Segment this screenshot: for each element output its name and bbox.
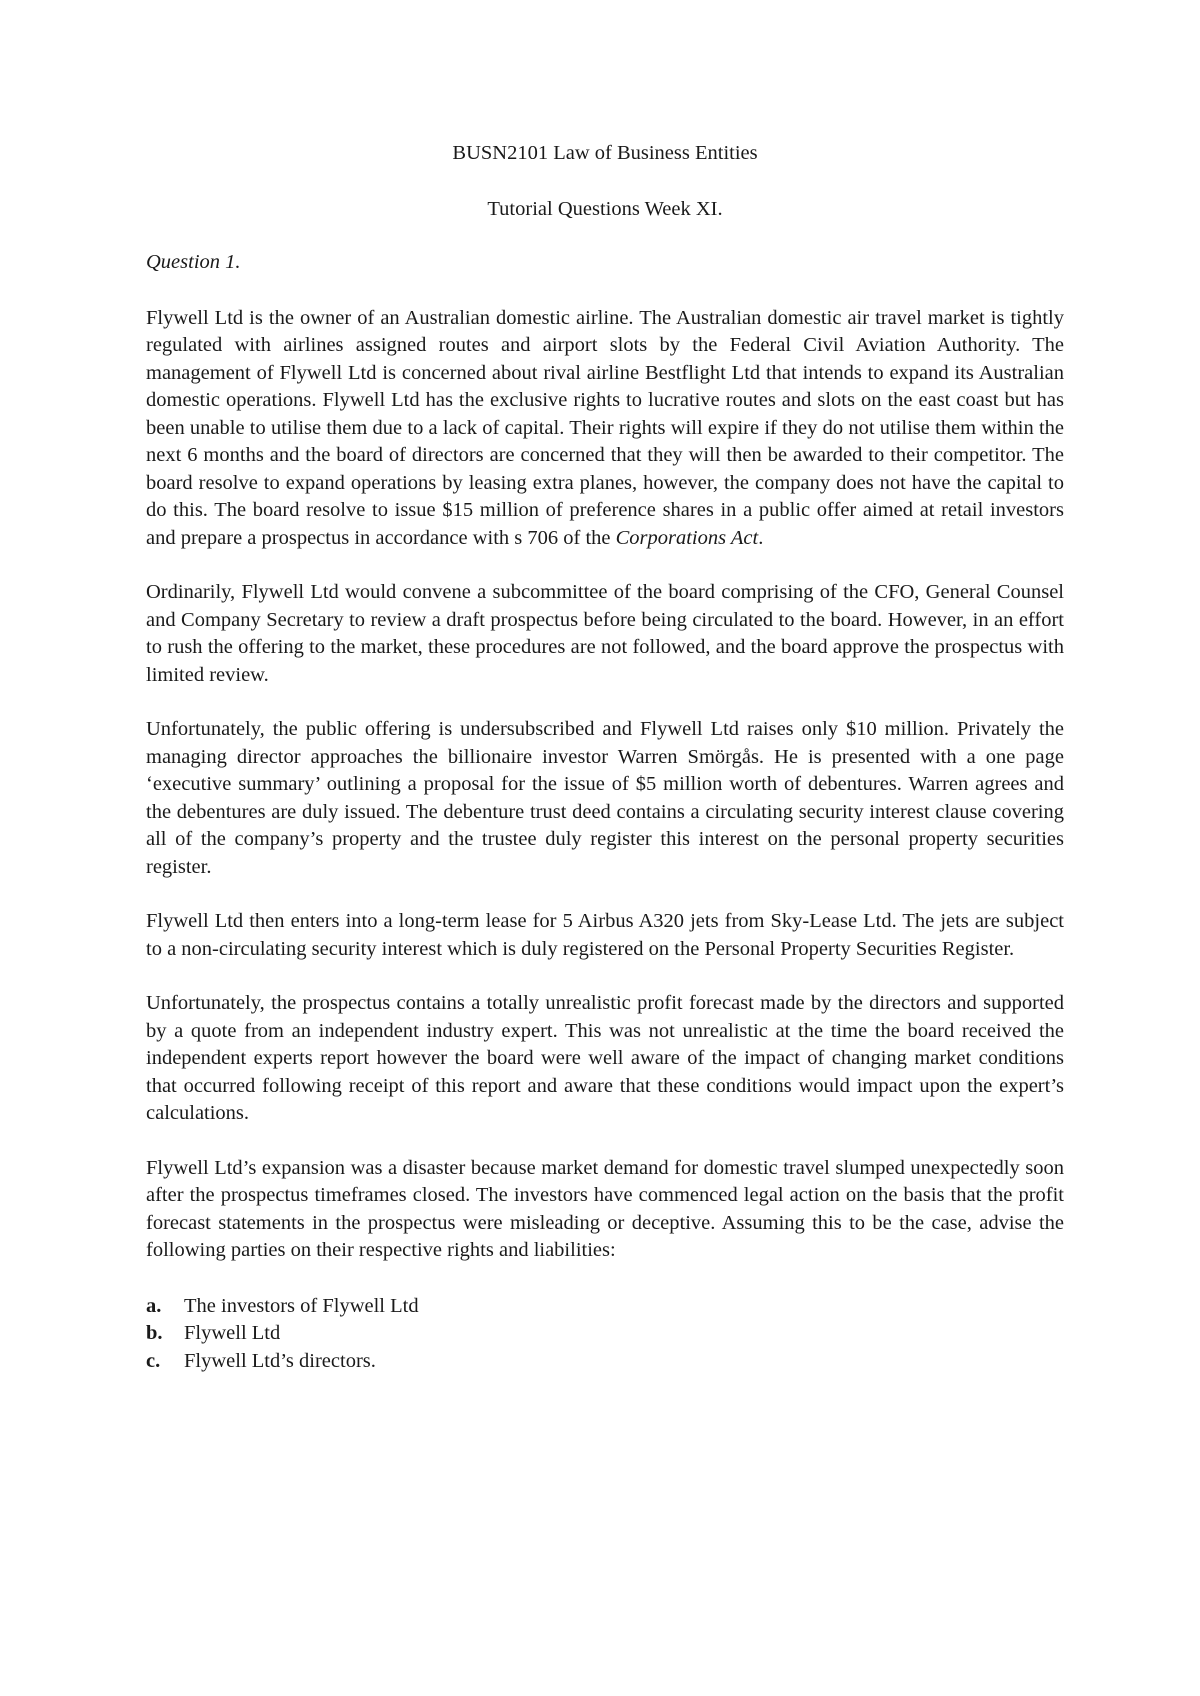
paragraph-1 bbox=[146, 305, 1064, 553]
list-item-text: The investors of Flywell Ltd bbox=[184, 1294, 419, 1317]
list-item-label: c. bbox=[146, 1349, 161, 1372]
list-item-label: b. bbox=[146, 1322, 163, 1344]
parties-list bbox=[146, 1293, 1064, 1376]
list-item bbox=[146, 1320, 1064, 1348]
list-item bbox=[146, 1348, 1064, 1376]
list-item-label: a. bbox=[146, 1294, 162, 1317]
paragraph-5: Unfortunately, the prospectus contains a totally unrealistic profit forecast made by the directors and supported by a quote from an independent industry expert. This was not unrealistic at the time the board received the independent experts report however the board were well aware of the impact of changing market conditions that occurred following receipt of this report and aware that these conditions would impact upon the expert’s calculations. bbox=[146, 992, 1064, 1124]
paragraph-1-end: . bbox=[758, 526, 764, 549]
paragraph-4: Flywell Ltd then enters into a long-term lease for 5 Airbus A320 jets from Sky-Lease Ltd. The jets are subject to a non-circulating security interest which is duly registered on the Personal Property Securities Register. bbox=[146, 910, 1064, 960]
paragraph-2: Ordinarily, Flywell Ltd would convene a subcommittee of the board comprising of the CFO, General Counsel and Company Secretary to review a draft prospectus before being circulated to the board. However, in an effort to rush the offering to the market, these procedures are not followed, and the board approve the prospectus with limited review. bbox=[146, 581, 1064, 686]
document-title: BUSN2101 Law of Business Entities bbox=[452, 142, 758, 164]
act-name: Corporations Act bbox=[615, 526, 759, 549]
paragraph-6: Flywell Ltd’s expansion was a disaster because market demand for domestic travel slumped unexpectedly soon after the prospectus timeframes closed. The investors have commenced legal action on the basis that the profit forecast statements in the prospectus were misleading or deceptive. Assuming this to be the case, advise the following parties on their respective rights and liabilities: bbox=[146, 1156, 1064, 1261]
document-page bbox=[146, 140, 1064, 1375]
paragraph-3: Unfortunately, the public offering is undersubscribed and Flywell Ltd raises only $10 million. Privately the managing director approaches the billionaire investor Warren Smörgås. He is presented with a one page ‘executive summary’ outlining a proposal for the issue of $5 million worth of debentures. Warren agrees and the debentures are duly issued. The debenture trust deed contains a circulating security interest clause covering all of the company’s property and the trustee duly register this interest on the personal property securities register. bbox=[146, 718, 1064, 878]
list-item-text: Flywell Ltd bbox=[184, 1322, 281, 1344]
document-subtitle: Tutorial Questions Week XI. bbox=[487, 197, 723, 220]
question-heading: Question 1. bbox=[146, 251, 241, 273]
list-item-text: Flywell Ltd’s directors. bbox=[184, 1349, 376, 1372]
paragraph-1-text: Flywell Ltd is the owner of an Australian domestic airline. The Australian domestic air travel market is tightly regulated with airlines assigned routes and airport slots by the Federal Civil Aviation Authority. The management of Flywell Ltd is concerned about rival airline Bestflight Ltd that intends to expand its Australian domestic operations. Flywell Ltd has the exclusive rights to lucrative routes and slots on the east coast but has been unable to utilise them due to a lack of capital. Their rights will expire if they do not utilise them within the next 6 months and the board of directors are concerned that they will then be awarded to their competitor. The board resolve to expand operations by leasing extra planes, however, the company does not have the capital to do this. The board resolve to issue $15 million of preference shares in a public offer aimed at retail investors and prepare a prospectus in accordance with s 706 of the bbox=[146, 306, 1064, 549]
list-item bbox=[146, 1293, 1064, 1321]
